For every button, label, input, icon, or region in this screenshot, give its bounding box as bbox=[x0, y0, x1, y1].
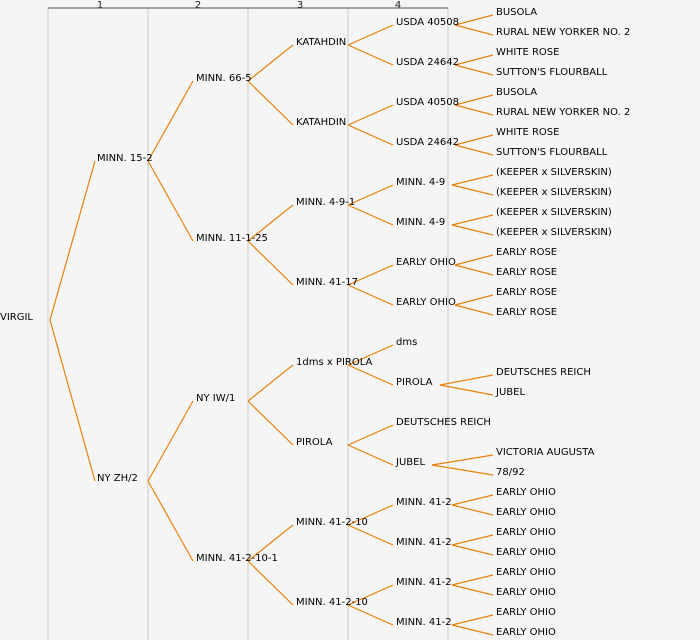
pedigree-edge bbox=[455, 105, 493, 115]
pedigree-node-n19: MINN. 4-9 bbox=[396, 177, 446, 188]
pedigree-node-n7: KATAHDIN bbox=[296, 37, 347, 48]
pedigree-edge bbox=[452, 215, 493, 225]
pedigree-node-l1: RURAL NEW YORKER NO. 2 bbox=[496, 27, 631, 38]
pedigree-node-n12: PIROLA bbox=[296, 437, 333, 448]
pedigree-node-n24: PIROLA bbox=[396, 377, 433, 388]
pedigree-node-l16: DEUTSCHES REICH bbox=[496, 367, 591, 378]
pedigree-node-n13: MINN. 41-2-10 bbox=[296, 517, 368, 528]
pedigree-edge bbox=[348, 605, 393, 625]
pedigree-edge bbox=[455, 135, 493, 145]
pedigree-edge bbox=[50, 320, 95, 481]
pedigree-node-l2: WHITE ROSE bbox=[496, 47, 560, 58]
pedigree-edge bbox=[455, 255, 493, 265]
pedigree-node-n4: MINN. 11-1-25 bbox=[196, 233, 268, 244]
pedigree-node-n6: MINN. 41-2-10-1 bbox=[196, 553, 278, 564]
pedigree-edge bbox=[348, 205, 393, 225]
pedigree-node-l17: JUBEL bbox=[496, 387, 526, 398]
pedigree-edge bbox=[455, 305, 493, 315]
pedigree-edge bbox=[348, 45, 393, 65]
pedigree-node-n9: MINN. 4-9-1 bbox=[296, 197, 356, 208]
pedigree-edge bbox=[348, 105, 393, 125]
pedigree-edge bbox=[248, 81, 293, 125]
pedigree-node-l12: EARLY ROSE bbox=[496, 247, 558, 258]
pedigree-node-l7: SUTTON'S FLOURBALL bbox=[496, 147, 608, 158]
pedigree-node-n27: MINN. 41-2 bbox=[396, 497, 452, 508]
pedigree-edge bbox=[248, 561, 293, 605]
pedigree-node-n2: NY ZH/2 bbox=[97, 473, 138, 484]
pedigree-node-n20: MINN. 4-9 bbox=[396, 217, 446, 228]
pedigree-node-n0: VIRGIL bbox=[0, 312, 34, 323]
pedigree-edge bbox=[455, 145, 493, 155]
pedigree-node-l24: EARLY OHIO bbox=[496, 567, 556, 578]
pedigree-node-l22: EARLY OHIO bbox=[496, 527, 556, 538]
pedigree-node-n17: USDA 40508 bbox=[396, 97, 460, 108]
pedigree-node-n3: MINN. 66-5 bbox=[196, 73, 252, 84]
pedigree-edge bbox=[452, 495, 493, 505]
pedigree-edge bbox=[50, 161, 95, 320]
pedigree-node-l14: EARLY ROSE bbox=[496, 287, 558, 298]
pedigree-node-l27: EARLY OHIO bbox=[496, 627, 556, 638]
pedigree-node-l11: (KEEPER x SILVERSKIN) bbox=[496, 227, 612, 238]
pedigree-edge bbox=[452, 505, 493, 515]
pedigree-edge bbox=[455, 265, 493, 275]
pedigree-edge bbox=[432, 455, 493, 465]
pedigree-edge bbox=[452, 585, 493, 595]
pedigree-edge bbox=[348, 25, 393, 45]
pedigree-node-n5: NY IW/1 bbox=[196, 393, 236, 404]
pedigree-edge bbox=[348, 125, 393, 145]
pedigree-edge bbox=[348, 365, 393, 385]
pedigree-node-l9: (KEEPER x SILVERSKIN) bbox=[496, 187, 612, 198]
column-header-4: 4 bbox=[394, 0, 402, 11]
pedigree-node-n25: DEUTSCHES REICH bbox=[396, 417, 491, 428]
pedigree-edge bbox=[455, 55, 493, 65]
pedigree-node-n8: KATAHDIN bbox=[296, 117, 347, 128]
pedigree-edge bbox=[248, 401, 293, 445]
pedigree-edge bbox=[452, 615, 493, 625]
pedigree-edge bbox=[248, 241, 293, 285]
pedigree-node-n21: EARLY OHIO bbox=[396, 257, 456, 268]
pedigree-node-l25: EARLY OHIO bbox=[496, 587, 556, 598]
pedigree-node-n16: USDA 24642 bbox=[396, 57, 460, 68]
pedigree-node-l26: EARLY OHIO bbox=[496, 607, 556, 618]
pedigree-node-l15: EARLY ROSE bbox=[496, 307, 558, 318]
pedigree-edge bbox=[452, 175, 493, 185]
pedigree-edge bbox=[455, 65, 493, 75]
pedigree-node-n26: JUBEL bbox=[396, 457, 426, 468]
pedigree-node-l13: EARLY ROSE bbox=[496, 267, 558, 278]
pedigree-node-n28: MINN. 41-2 bbox=[396, 537, 452, 548]
pedigree-edge bbox=[452, 625, 493, 635]
pedigree-node-n10: MINN. 41-17 bbox=[296, 277, 358, 288]
pedigree-node-l5: RURAL NEW YORKER NO. 2 bbox=[496, 107, 631, 118]
pedigree-edge bbox=[248, 365, 293, 401]
pedigree-node-l8: (KEEPER x SILVERSKIN) bbox=[496, 167, 612, 178]
pedigree-node-l18: VICTORIA AUGUSTA bbox=[496, 447, 595, 458]
pedigree-node-n30: MINN. 41-2 bbox=[396, 617, 452, 628]
pedigree-edge bbox=[248, 45, 293, 81]
pedigree-edge bbox=[148, 401, 193, 481]
column-header-3: 3 bbox=[296, 0, 304, 11]
pedigree-node-n18: USDA 24642 bbox=[396, 137, 460, 148]
pedigree-node-n22: EARLY OHIO bbox=[396, 297, 456, 308]
pedigree-node-n29: MINN. 41-2 bbox=[396, 577, 452, 588]
pedigree-edge bbox=[452, 575, 493, 585]
pedigree-node-l10: (KEEPER x SILVERSKIN) bbox=[496, 207, 612, 218]
pedigree-edge bbox=[455, 295, 493, 305]
pedigree-node-n11: 1dms x PIROLA bbox=[296, 357, 373, 368]
pedigree-node-n14: MINN. 41-2-10 bbox=[296, 597, 368, 608]
pedigree-node-l20: EARLY OHIO bbox=[496, 487, 556, 498]
pedigree-edge bbox=[452, 535, 493, 545]
pedigree-edge bbox=[148, 481, 193, 561]
pedigree-edge bbox=[455, 25, 493, 35]
pedigree-edge bbox=[148, 81, 193, 161]
pedigree-node-n23: dms bbox=[396, 337, 418, 348]
pedigree-node-l21: EARLY OHIO bbox=[496, 507, 556, 518]
pedigree-edge bbox=[348, 285, 393, 305]
pedigree-edge bbox=[432, 465, 493, 475]
pedigree-edge bbox=[455, 15, 493, 25]
column-header-1: 1 bbox=[96, 0, 104, 11]
pedigree-edge bbox=[452, 225, 493, 235]
pedigree-node-l23: EARLY OHIO bbox=[496, 547, 556, 558]
pedigree-edge bbox=[348, 425, 393, 445]
pedigree-node-l6: WHITE ROSE bbox=[496, 127, 560, 138]
pedigree-edge bbox=[452, 185, 493, 195]
pedigree-node-n1: MINN. 15-2 bbox=[97, 153, 153, 164]
pedigree-node-n15: USDA 40508 bbox=[396, 17, 460, 28]
pedigree-edge bbox=[348, 445, 393, 465]
pedigree-node-l4: BUSOLA bbox=[496, 87, 538, 98]
pedigree-node-l0: BUSOLA bbox=[496, 7, 538, 18]
pedigree-edge bbox=[348, 525, 393, 545]
pedigree-edge bbox=[148, 161, 193, 241]
column-header-2: 2 bbox=[194, 0, 202, 11]
pedigree-edge bbox=[455, 95, 493, 105]
pedigree-node-l19: 78/92 bbox=[496, 467, 525, 478]
pedigree-edge bbox=[452, 545, 493, 555]
pedigree-node-l3: SUTTON'S FLOURBALL bbox=[496, 67, 608, 78]
